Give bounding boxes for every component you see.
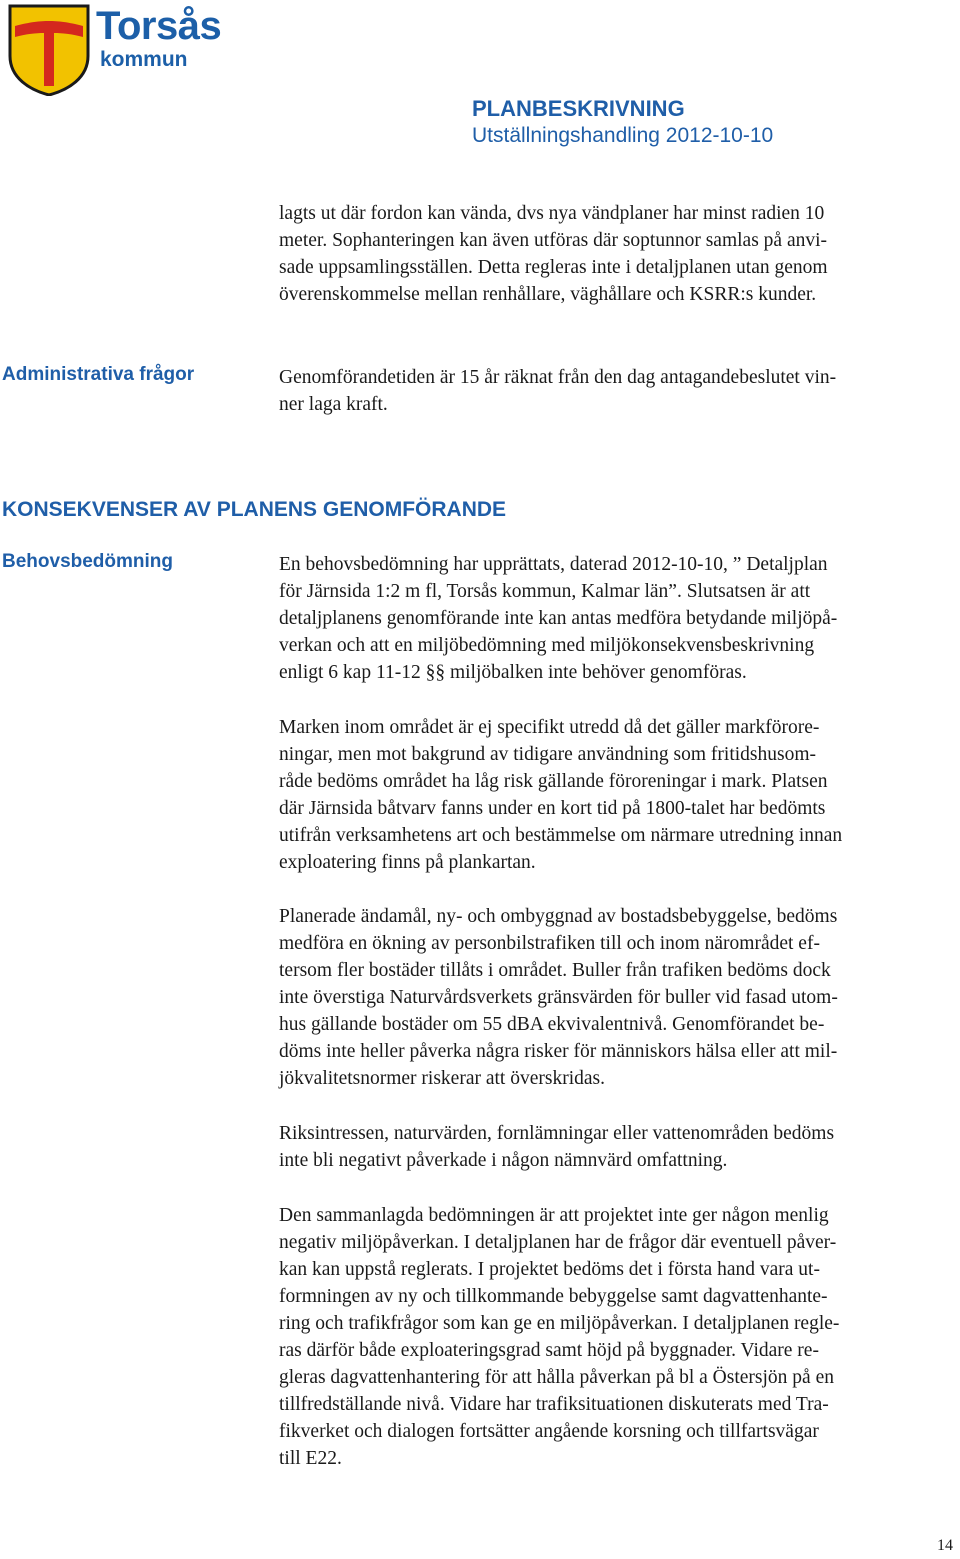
traffic-paragraph bbox=[279, 903, 959, 1092]
text-line: Den sammanlagda bedömningen är att projektet inte ger någon menlig bbox=[279, 1205, 829, 1226]
text-line: till E22. bbox=[279, 1448, 342, 1469]
section-heading: KONSEKVENSER AV PLANENS GENOMFÖRANDE bbox=[2, 498, 507, 521]
text-line: medföra en ökning av personbilstrafiken till och inom närområdet ef- bbox=[279, 933, 820, 954]
text-line: överenskommelse mellan renhållare, väghållare och KSRR:s kunder. bbox=[279, 284, 817, 305]
text-line: döms inte heller påverka några risker för människors hälsa eller att mil- bbox=[279, 1041, 838, 1062]
text-line: kan kan uppstå reglerats. I projektet bedöms det i första hand vara ut- bbox=[279, 1259, 820, 1280]
text-line: meter. Sophanteringen kan även utföras där soptunnor samlas på anvi- bbox=[279, 230, 828, 251]
logo-name: Torsås bbox=[96, 4, 222, 48]
text-line: tersom fler bostäder tillåts i området. Buller från trafiken bedöms dock bbox=[279, 960, 831, 981]
text-line: ningar, men mot bakgrund av tidigare användning som fritidshusom- bbox=[279, 744, 816, 765]
text-line: enligt 6 kap 11-12 §§ miljöbalken inte behöver genomföras. bbox=[279, 662, 747, 683]
text-line: inte överstiga Naturvårdsverkets gränsvärden för buller vid fasad utom- bbox=[279, 987, 838, 1008]
text-line: ring och trafikfrågor som kan ge en miljöpåverkan. I detaljplanen regle- bbox=[279, 1313, 840, 1334]
text-line: inte bli negativt påverkade i någon nämnvärd omfattning. bbox=[279, 1150, 728, 1171]
text-line: gleras dagvattenhantering för att hålla påverkan på bl a Östersjön på en bbox=[279, 1367, 834, 1388]
text-line: råde bedöms området ha låg risk gällande föroreningar i mark. Platsen bbox=[279, 771, 828, 792]
document-title: PLANBESKRIVNING bbox=[472, 96, 685, 121]
admin-heading: Administrativa frågor bbox=[2, 364, 195, 385]
text-line: detaljplanens genomförande inte kan antas medföra betydande miljöpå- bbox=[279, 608, 838, 629]
text-line: tillfredställande nivå. Vidare har trafiksituationen diskuterats med Tra- bbox=[279, 1394, 829, 1415]
text-line: lagts ut där fordon kan vända, dvs nya vändplaner har minst radien 10 bbox=[279, 203, 825, 224]
text-line: ras därför både exploateringsgrad samt höjd på byggnader. Vidare re- bbox=[279, 1340, 819, 1361]
text-line: formningen av ny och tillkommande bebyggelse samt dagvattenhante- bbox=[279, 1286, 828, 1307]
text-line: Riksintressen, naturvärden, fornlämningar eller vattenområden bedöms bbox=[279, 1123, 835, 1144]
text-line: Genomförandetiden är 15 år räknat från den dag antagandebeslutet vin- bbox=[279, 367, 837, 388]
text-line: för Järnsida 1:2 m fl, Torsås kommun, Kalmar län”. Slutsatsen är att bbox=[279, 581, 811, 602]
text-line: Planerade ändamål, ny- och ombyggnad av bostadsbebyggelse, bedöms bbox=[279, 906, 838, 927]
text-line: ner laga kraft. bbox=[279, 394, 388, 415]
text-line: sade uppsamlingsställen. Detta regleras inte i detaljplanen utan genom bbox=[279, 257, 828, 278]
text-line: exploatering finns på plankartan. bbox=[279, 852, 536, 873]
text-line: negativ miljöpåverkan. I detaljplanen har de frågor där eventuell påver- bbox=[279, 1232, 837, 1253]
text-line: utifrån verksamhetens art och bestämmelse om närmare utredning innan bbox=[279, 825, 843, 846]
torsas-logo bbox=[6, 4, 222, 96]
text-line: jökvalitetsnormer riskerar att överskridas. bbox=[279, 1068, 605, 1089]
behov-paragraph bbox=[279, 551, 959, 686]
text-line: En behovsbedömning har upprättats, daterad 2012-10-10, ” Detaljplan bbox=[279, 554, 828, 575]
interest-paragraph bbox=[279, 1120, 959, 1174]
text-line: Marken inom området är ej specifikt utredd då det gäller markförore- bbox=[279, 717, 820, 738]
text-line: fikverket och dialogen fortsätter angående korsning och tillfartsvägar bbox=[279, 1421, 819, 1442]
behov-heading: Behovsbedömning bbox=[2, 551, 174, 572]
page-number: 14 bbox=[937, 1537, 953, 1554]
intro-paragraph bbox=[279, 200, 959, 308]
mark-paragraph bbox=[279, 714, 959, 876]
admin-paragraph bbox=[279, 364, 959, 418]
text-line: hus gällande bostäder om 55 dBA ekvivalentnivå. Genomförandet be- bbox=[279, 1014, 825, 1035]
logo-subname: kommun bbox=[100, 48, 188, 71]
coat-of-arms-icon bbox=[6, 4, 92, 96]
text-line: där Järnsida båtvarv fanns under en kort tid på 1800-talet har bedömts bbox=[279, 798, 826, 819]
document-subtitle: Utställningshandling 2012-10-10 bbox=[472, 124, 774, 147]
text-line: verkan och att en miljöbedömning med miljökonsekvensbeskrivning bbox=[279, 635, 815, 656]
summary-paragraph bbox=[279, 1202, 959, 1472]
